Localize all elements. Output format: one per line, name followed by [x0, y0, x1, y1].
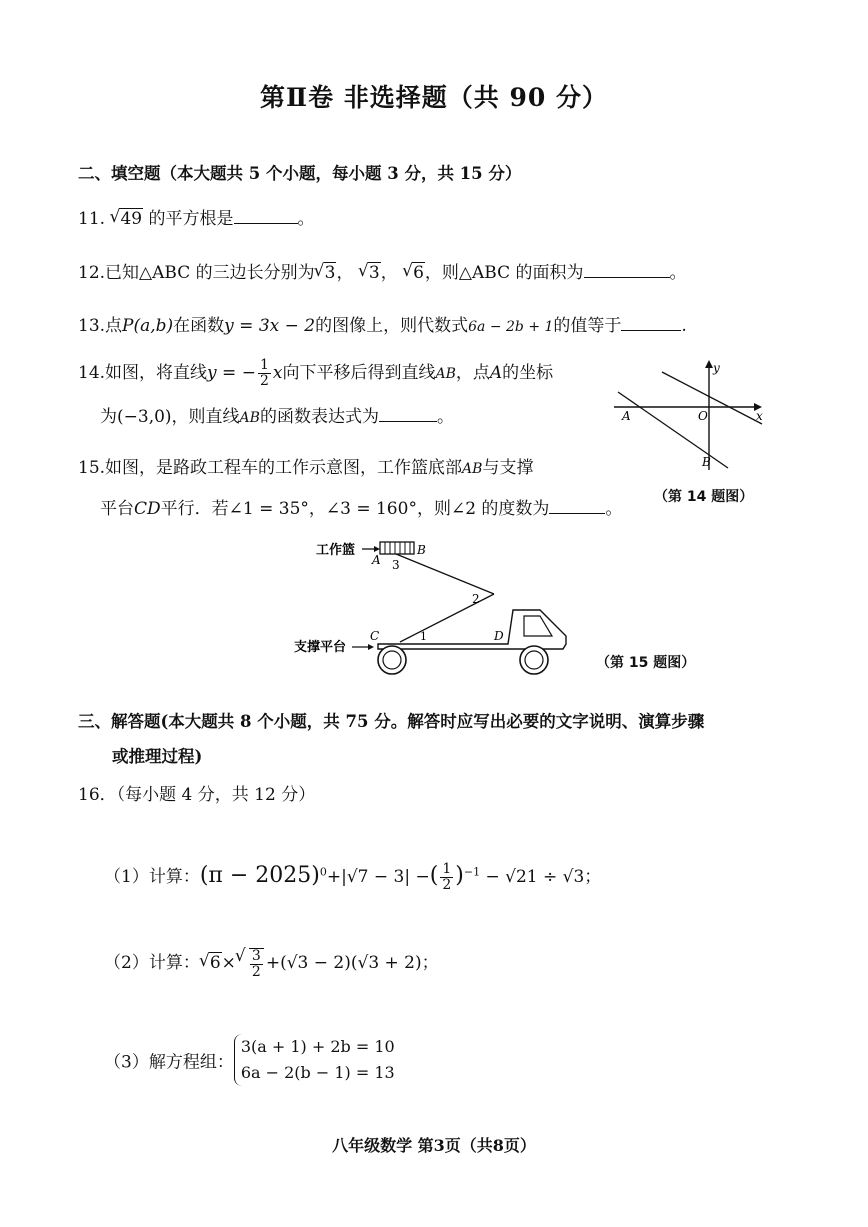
label-1: 1	[420, 630, 427, 643]
label-y: y	[713, 361, 720, 375]
truck-window	[524, 616, 552, 636]
label-a: A	[372, 553, 381, 567]
figure-15-caption: （第 15 题图）	[596, 655, 696, 671]
label-a: A	[622, 409, 631, 423]
label-c: C	[370, 629, 380, 643]
q11-text: 的平方根是	[148, 209, 234, 229]
figure-15-truck	[288, 532, 588, 682]
q16-2-fraction: √ $\frac{3}{2}$	[249, 948, 264, 979]
q15-answer-blank[interactable]	[549, 497, 605, 514]
question-15: 15.如图，是路政工程车的工作示意图，工作篮底部AB与支撑	[78, 458, 534, 478]
q11-radical: √ 49	[110, 209, 143, 229]
lower-arm	[400, 594, 494, 642]
q12-answer-blank[interactable]	[584, 261, 670, 278]
rear-wheel	[378, 646, 406, 674]
label-3: 3	[392, 558, 400, 572]
question-12: 12.已知△ABC 的三边长分别为√ 3， √ 3， √ 6，则△ABC 的面积为 。	[78, 258, 687, 283]
front-wheel	[520, 646, 548, 674]
label-b: B	[417, 543, 426, 557]
section-2-heading: 二、填空题（本大题共 5 个小题，每小题 3 分，共 15 分）	[78, 164, 522, 183]
label-b: B	[702, 455, 711, 469]
figure-14-caption: （第 14 题图）	[654, 489, 754, 505]
label-o: O	[698, 409, 708, 423]
equation-system: 3(a + 1) + 2b = 10 6a − 2(b − 1) = 13	[234, 1034, 395, 1086]
line-y-neg-half-x	[662, 372, 762, 424]
line-ab	[618, 392, 728, 468]
question-16-part-3: （3）解方程组： 3(a + 1) + 2b = 10 6a − 2(b − 1) = 13	[104, 1034, 395, 1086]
q14-fraction: $\frac{1}{2}$	[259, 357, 269, 389]
q11-number: 11.	[78, 209, 106, 229]
question-16-header: 16．（每小题 4 分，共 12 分）	[78, 785, 316, 805]
y-axis-arrow	[705, 360, 713, 368]
label-d: D	[494, 629, 504, 643]
upper-arm	[396, 554, 494, 594]
question-13: 13.点P(a,b)在函数y = 3x − 2的图像上，则代数式6a − 2b + 1的值等于 .	[78, 316, 687, 336]
q12-text: 已知△ABC 的三边长分别为	[105, 263, 315, 283]
label-2: 2	[472, 592, 480, 606]
question-14-line2: 为(−3,0)，则直线AB的函数表达式为 。	[100, 407, 454, 427]
page-footer: 八年级数学 第3页（共8页）	[332, 1136, 536, 1155]
question-16-part-1: （1）计算：$(\pi - 2025)^0+|√7 - 3|$ −( $\frac{1}{2}$ )$^{-1}$ − √21 ÷ √3；	[104, 861, 602, 893]
section-3-heading: 三、解答题(本大题共 8 个小题，共 75 分。解答时应写出必要的文字说明、演算步骤	[78, 712, 705, 731]
q13-answer-blank[interactable]	[621, 314, 681, 331]
q14-answer-blank[interactable]	[379, 405, 437, 422]
platform-label: 支撑平台	[294, 640, 347, 655]
basket-label: 工作篮	[316, 543, 356, 558]
q11-answer-blank[interactable]	[234, 207, 298, 224]
question-14: 14.如图，将直线y = − $\frac{1}{2}$ x向下平移后得到直线AB，点A的坐标	[78, 357, 554, 389]
question-11: 11. √ 49 的平方根是 。	[78, 204, 315, 229]
section-3-heading-line2: 或推理过程)	[112, 747, 203, 766]
question-15-line2: 平台CD平行．若∠1 = 35°，∠3 = 160°，则∠2 的度数为 。	[100, 499, 623, 519]
label-x: x	[756, 409, 763, 423]
figure-14-graph	[610, 358, 770, 473]
question-16-part-2: （2）计算：√ 6× √ $\frac{3}{2}$ +(√3 − 2)(√3 + 2)；	[104, 948, 439, 979]
page-title: 第Ⅱ卷 非选择题（共 90 分）	[260, 83, 608, 112]
